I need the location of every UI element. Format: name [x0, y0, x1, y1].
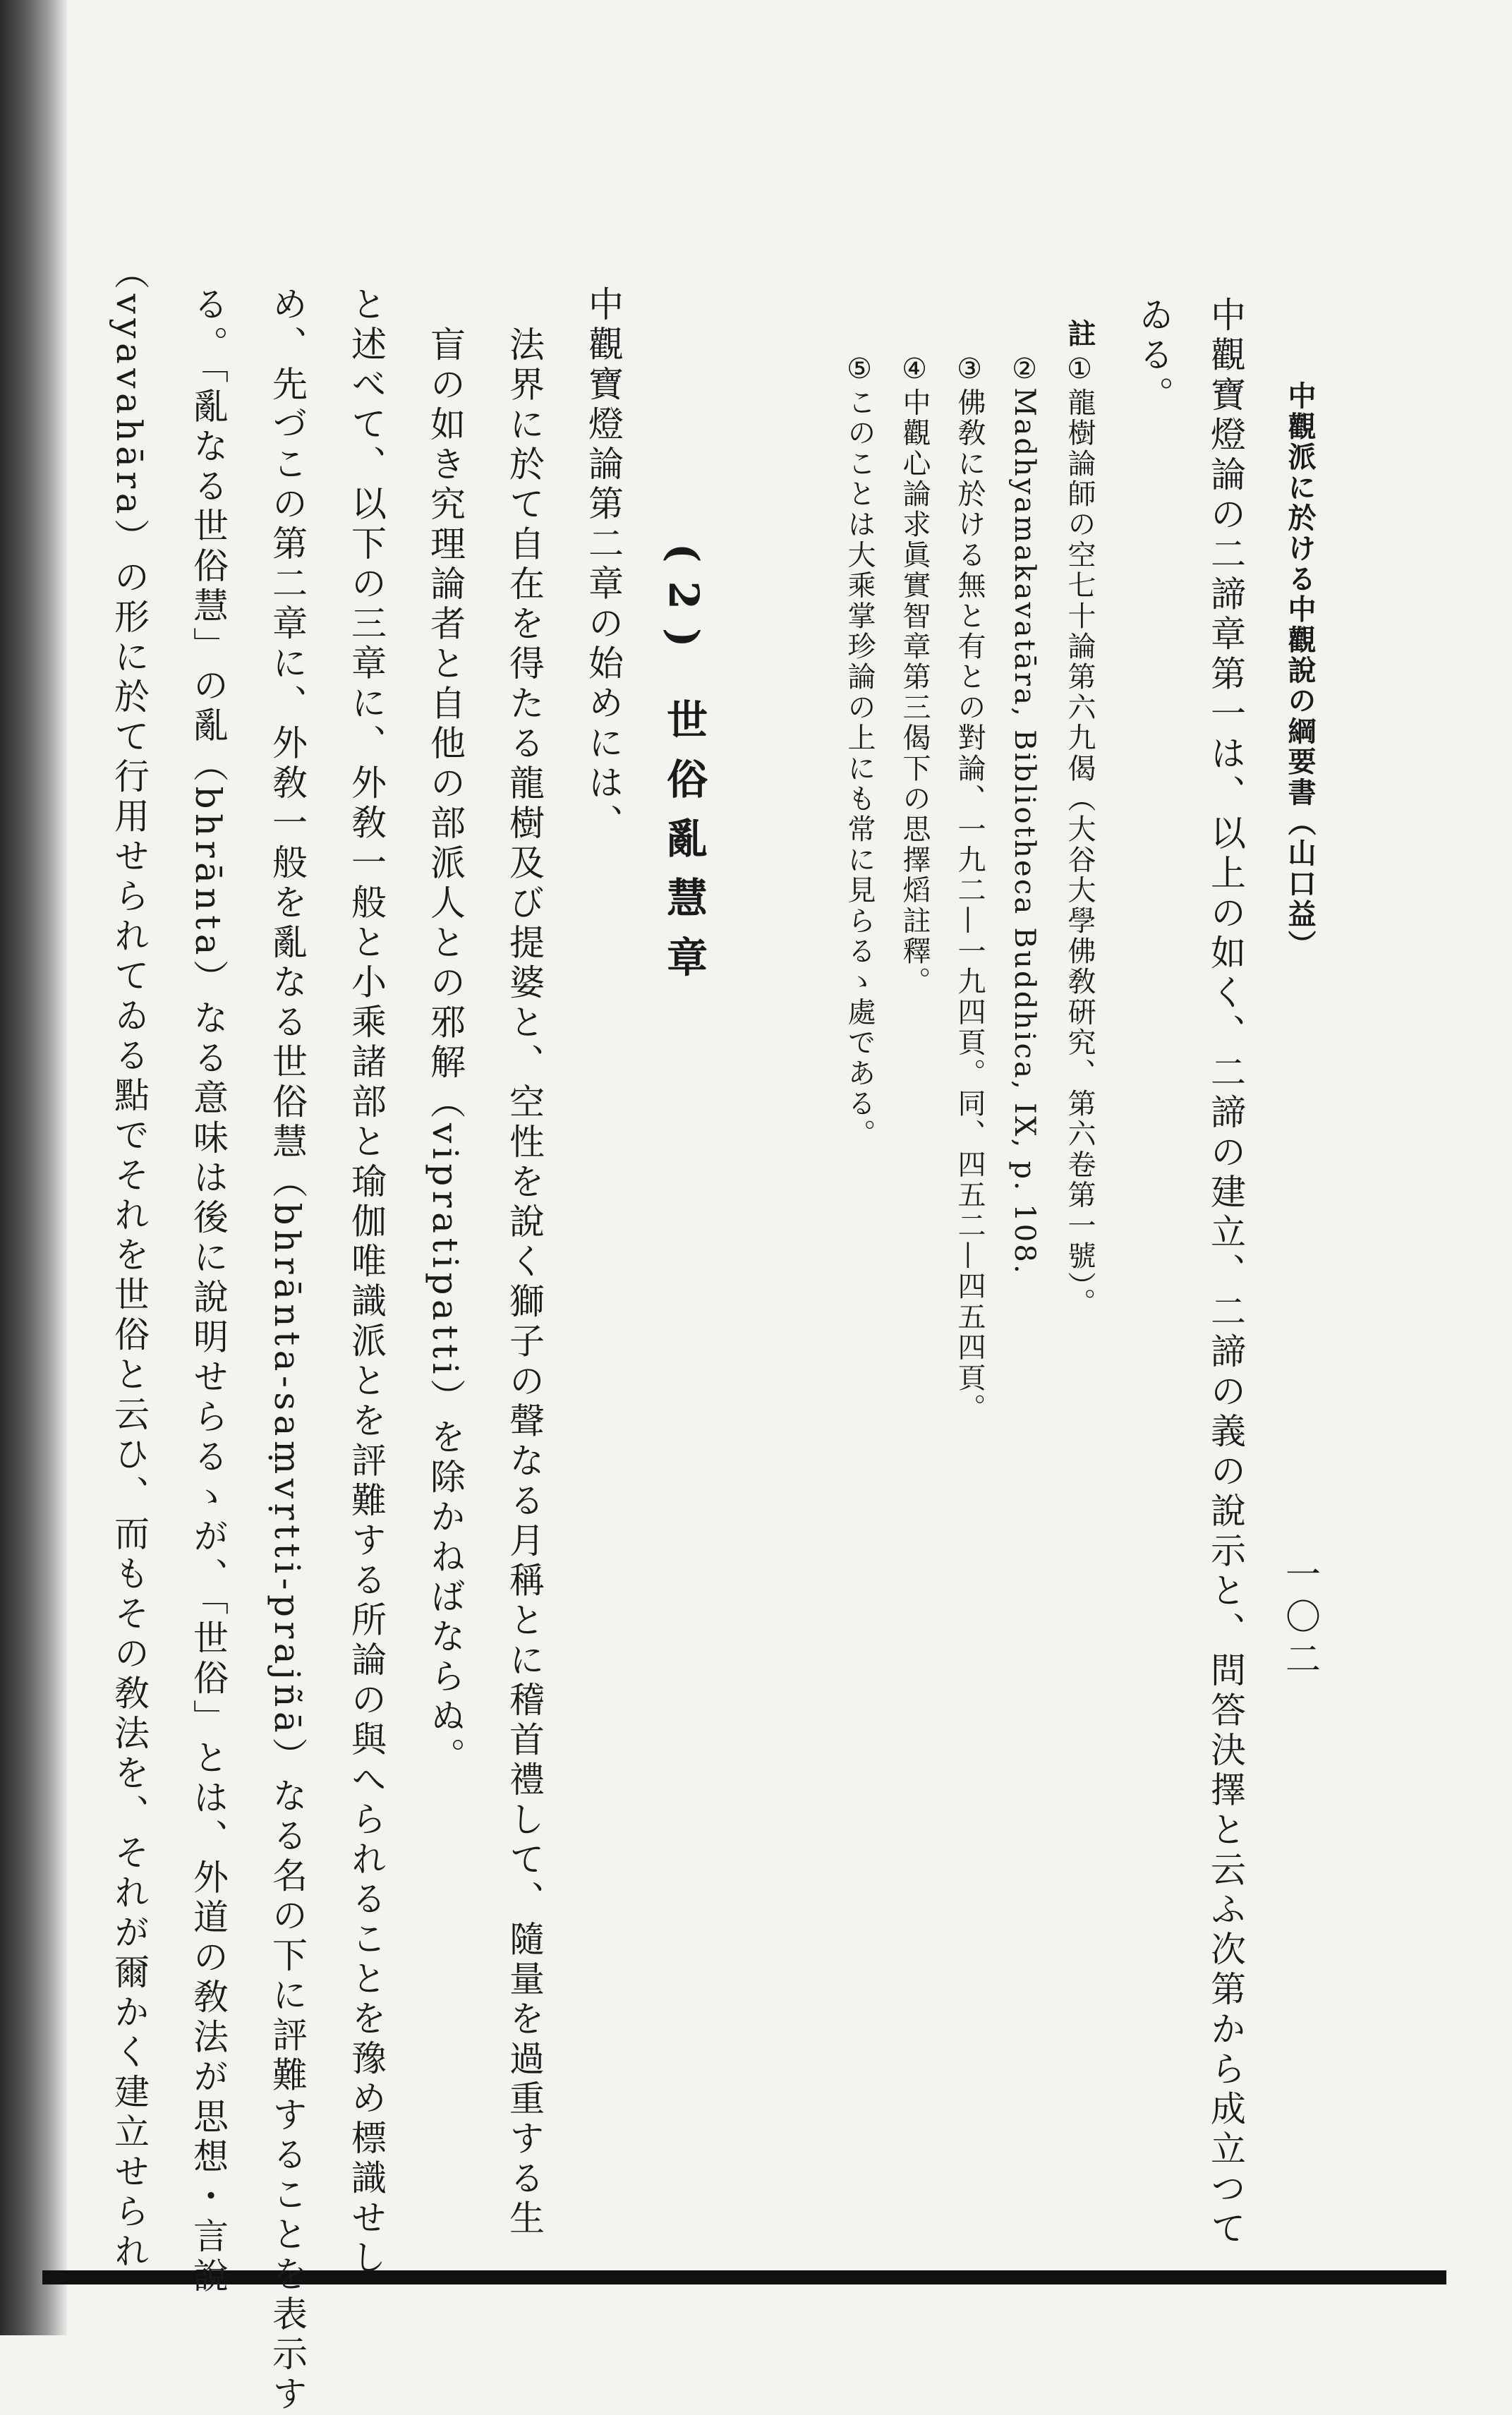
page-number: 一〇二: [1280, 1556, 1321, 1683]
note-text: このことは大乘掌珍論の上にも常に見らるゝ處である。: [843, 387, 876, 1150]
note-text: 佛敎に於ける無と有との對論、一九二—一九四頁。同、四五二—四五四頁。: [953, 387, 986, 1424]
note-text: 中觀心論求眞實智章第三偈下の思擇熖註釋。: [898, 387, 931, 998]
scan-edge-bar: [42, 2270, 1446, 2284]
note-item-4: [900, 353, 929, 997]
note-item-5: [843, 353, 876, 1150]
running-title: 中觀派に於ける中觀說の綱要書（山口益）: [1283, 381, 1317, 960]
body-line-5: め、先づこの第二章に、外敎一般を亂なる世俗慧（bhrānta-saṃvṛtti-prajñā）なる名の下に評難することを表示す: [267, 286, 308, 2415]
body-line-3: 盲の如き究理論者と自他の部派人との邪解（vipratipatti）を除かねばならぬ。: [425, 326, 466, 1778]
note-number: ④: [898, 353, 931, 388]
body-line-1: 中觀寶燈論第二章の始めには、: [583, 286, 624, 844]
intro-line-2: ゐる。: [1133, 296, 1174, 416]
intro-line-1: 中觀寶燈論の二諦章第一は、以上の如く、二諦の建立、二諦の義の說示と、問答決擇と云ふ次第から成立つて: [1205, 296, 1246, 2250]
note-number: ②: [1008, 353, 1041, 388]
note-item-2: [1010, 353, 1039, 1276]
notes-label: 註: [1063, 319, 1096, 350]
note-item-1: [1065, 353, 1094, 1318]
section-title: (2) 世俗亂慧章: [660, 543, 708, 995]
note-number: ⑤: [843, 353, 876, 388]
body-line-4: と述べて、以下の三章に、外敎一般と小乘諸部と瑜伽唯識派とを評難する所論の與へられることを豫め標識せし: [346, 286, 387, 2279]
note-text: 龍樹論師の空七十論第六九偈（大谷大學佛敎硏究、第六卷第一號）。: [1063, 387, 1096, 1319]
body-line-7: （vyavahāra）の形に於て行用せられてゐる點でそれを世俗と云ひ、而もその敎法を、それが爾かく建立せられ: [109, 254, 150, 2273]
body-line-6: る。「亂なる世俗慧」の亂（bhrānta）なる意味は後に說明せらるゝが、「世俗」とは、外道の敎法が思想・言說: [188, 286, 229, 2298]
book-binding-shadow: [0, 0, 67, 2335]
note-text: Madhyamakavatāra, Bibliotheca Buddhica, IX, p. 108.: [1008, 387, 1041, 1276]
body-line-2: 法界に於て自在を得たる龍樹及び提婆と、空性を說く獅子の聲なる月稱とに稽首禮して、隨量を過重する生: [504, 326, 545, 2239]
note-number: ③: [953, 353, 986, 388]
note-item-3: [955, 353, 984, 1424]
note-number: ①: [1063, 353, 1096, 388]
